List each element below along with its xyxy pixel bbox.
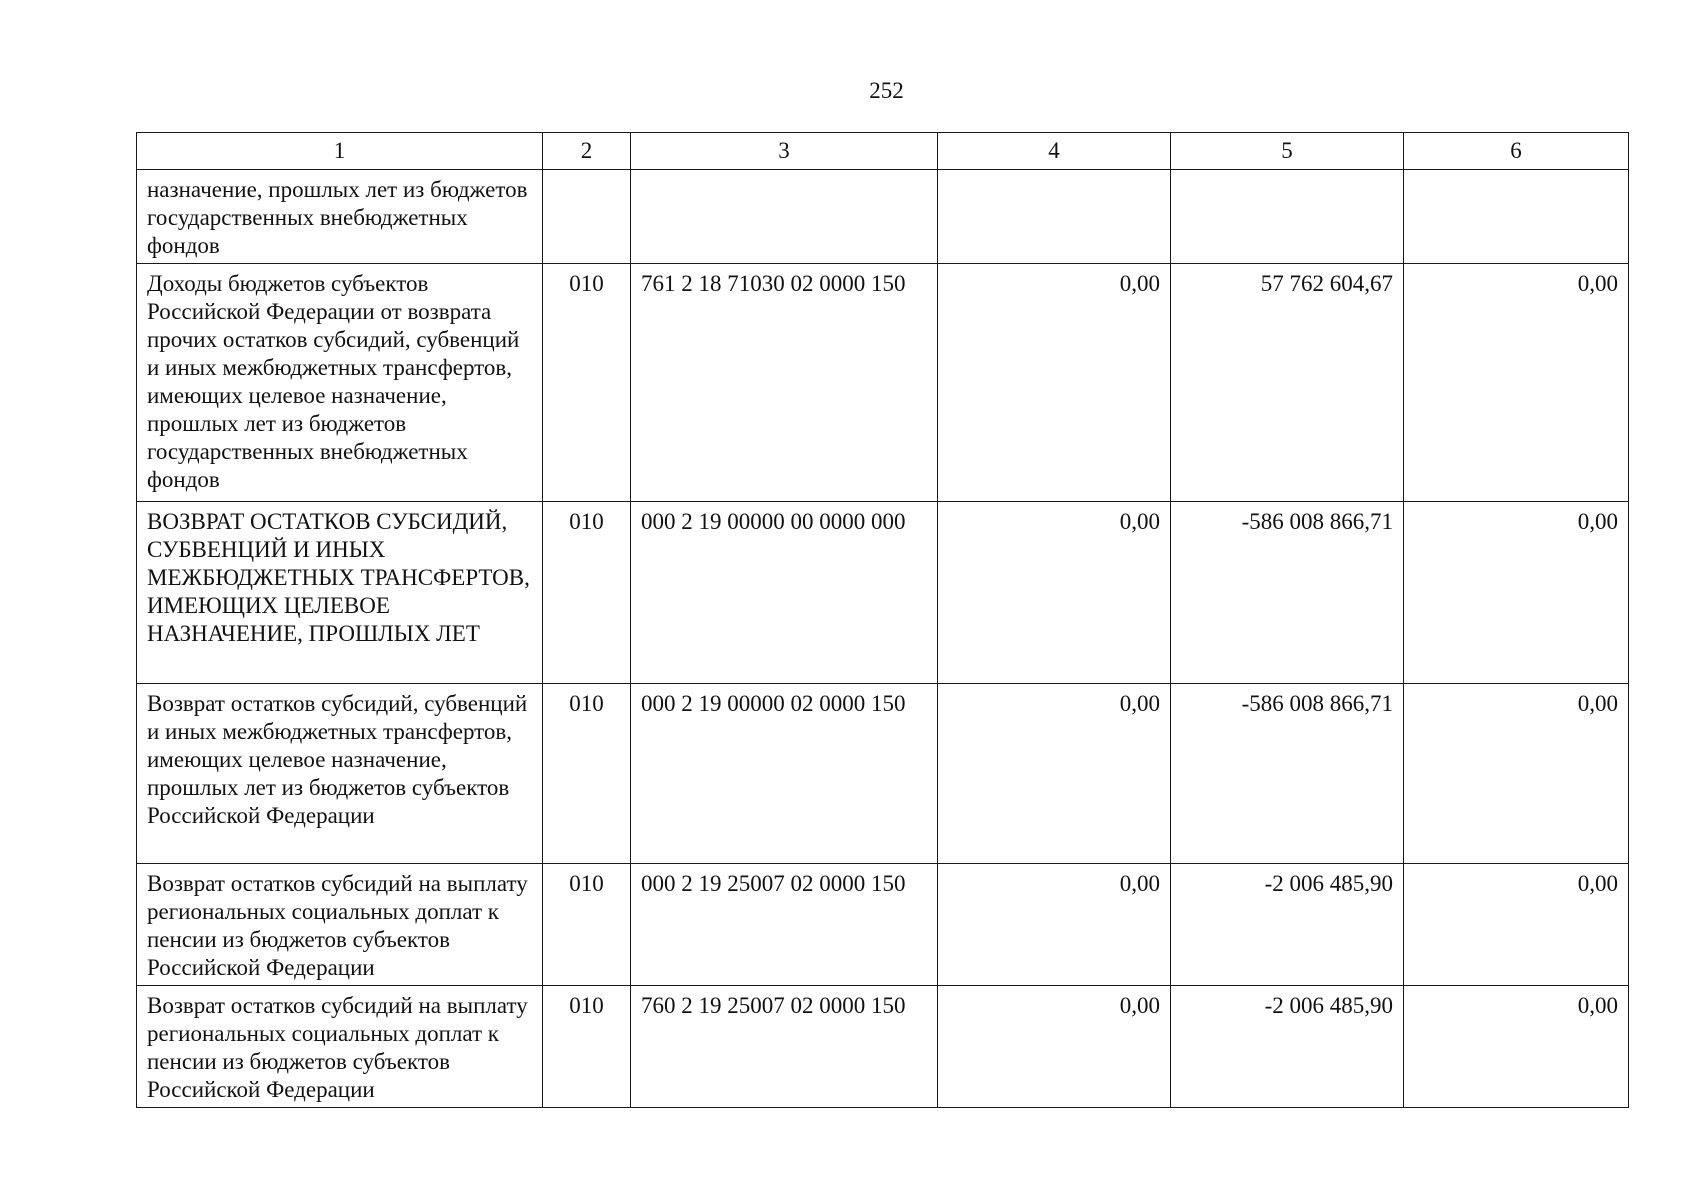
column-header-2: 2 — [543, 133, 631, 170]
row-line-code: 010 — [543, 502, 631, 684]
row-col5: -586 008 866,71 — [1171, 684, 1404, 864]
column-header-3: 3 — [631, 133, 938, 170]
column-header-4: 4 — [938, 133, 1171, 170]
column-header-1: 1 — [137, 133, 543, 170]
table-header-row — [137, 133, 1629, 170]
table-row — [137, 864, 1629, 986]
row-budget-code: 760 2 19 25007 02 0000 150 — [631, 986, 938, 1108]
row-name: Возврат остатков субсидий, субвенций и иных межбюджетных трансфертов, имеющих целевое назначение, прошлых лет из бюджетов субъектов Российской Федерации — [137, 684, 543, 864]
row-line-code: 010 — [543, 986, 631, 1108]
row-col4: 0,00 — [938, 986, 1171, 1108]
row-name: ВОЗВРАТ ОСТАТКОВ СУБСИДИЙ, СУБВЕНЦИЙ И ИНЫХ МЕЖБЮДЖЕТНЫХ ТРАНСФЕРТОВ, ИМЕЮЩИХ ЦЕЛЕВОЕ НАЗНАЧЕНИЕ, ПРОШЛЫХ ЛЕТ — [137, 502, 543, 684]
row-budget-code: 000 2 19 25007 02 0000 150 — [631, 864, 938, 986]
row-name: Возврат остатков субсидий на выплату региональных социальных доплат к пенсии из бюджетов субъектов Российской Федерации — [137, 986, 543, 1108]
row-line-code: 010 — [543, 864, 631, 986]
row-budget-code: 000 2 19 00000 00 0000 000 — [631, 502, 938, 684]
row-budget-code: 000 2 19 00000 02 0000 150 — [631, 684, 938, 864]
row-col5: -586 008 866,71 — [1171, 502, 1404, 684]
budget-table — [136, 132, 1629, 1108]
row-col4: 0,00 — [938, 864, 1171, 986]
row-col5: -2 006 485,90 — [1171, 864, 1404, 986]
row-col4: 0,00 — [938, 502, 1171, 684]
row-line-code: 010 — [543, 264, 631, 502]
table-row — [137, 264, 1629, 502]
table-row — [137, 170, 1629, 264]
row-col4 — [938, 170, 1171, 264]
row-budget-code: 761 2 18 71030 02 0000 150 — [631, 264, 938, 502]
column-header-6: 6 — [1404, 133, 1629, 170]
row-name: Возврат остатков субсидий на выплату региональных социальных доплат к пенсии из бюджетов субъектов Российской Федерации — [137, 864, 543, 986]
row-col6: 0,00 — [1404, 986, 1629, 1108]
row-col6: 0,00 — [1404, 864, 1629, 986]
row-name: назначение, прошлых лет из бюджетов государственных внебюджетных фондов — [137, 170, 543, 264]
column-header-5: 5 — [1171, 133, 1404, 170]
row-budget-code — [631, 170, 938, 264]
row-col6: 0,00 — [1404, 264, 1629, 502]
table-row — [137, 986, 1629, 1108]
row-col4: 0,00 — [938, 684, 1171, 864]
row-col4: 0,00 — [938, 264, 1171, 502]
row-line-code: 010 — [543, 684, 631, 864]
table-row — [137, 684, 1629, 864]
row-col5: -2 006 485,90 — [1171, 986, 1404, 1108]
row-name: Доходы бюджетов субъектов Российской Федерации от возврата прочих остатков субсидий, субвенций и иных межбюджетных трансфертов, имеющих целевое назначение, прошлых лет из бюджетов государственных внебюджетных фондов — [137, 264, 543, 502]
row-col6: 0,00 — [1404, 502, 1629, 684]
table-row — [137, 502, 1629, 684]
row-col5: 57 762 604,67 — [1171, 264, 1404, 502]
row-col5 — [1171, 170, 1404, 264]
row-line-code — [543, 170, 631, 264]
page-number: 252 — [869, 78, 904, 103]
row-col6 — [1404, 170, 1629, 264]
row-col6: 0,00 — [1404, 684, 1629, 864]
